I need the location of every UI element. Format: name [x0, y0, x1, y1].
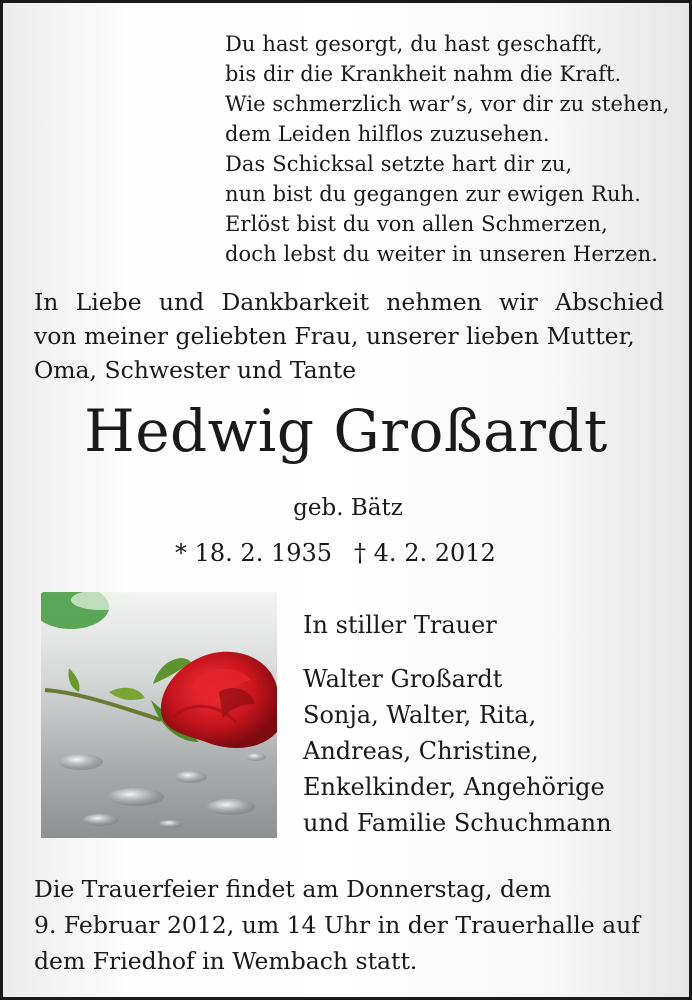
mourners-block [303, 607, 612, 841]
death-date: † 4. 2. 2012 [354, 539, 496, 567]
mourner-line: Enkelkinder, Angehörige [303, 773, 605, 801]
poem-line: Du hast gesorgt, du hast geschafft, [225, 32, 603, 56]
birth-date: * 18. 2. 1935 [175, 539, 333, 567]
farewell-line: von meiner geliebten Frau, unserer lieben Mutter, [34, 322, 635, 350]
mourner-line: und Familie Schuchmann [303, 809, 612, 837]
deceased-name: Hedwig Großardt [84, 397, 608, 465]
poem-line: doch lebst du weiter in unseren Herzen. [225, 242, 659, 266]
farewell-word: nehmen [386, 288, 482, 316]
rose-photo [41, 592, 277, 838]
poem-line: Wie schmerzlich war’s, vor dir zu stehen, [225, 92, 670, 116]
funeral-line: Die Trauerfeier findet am Donnerstag, dem [34, 875, 552, 903]
maiden-name: geb. Bätz [293, 495, 403, 521]
poem-line: dem Leiden hilflos zuzusehen. [225, 122, 550, 146]
farewell-text [34, 285, 664, 387]
farewell-word: Abschied [555, 288, 664, 316]
farewell-line [34, 285, 664, 319]
mourner-line: Sonja, Walter, Rita, [303, 701, 537, 729]
poem-line: Erlöst bist du von allen Schmerzen, [225, 212, 608, 236]
funeral-line: 9. Februar 2012, um 14 Uhr in der Trauerhalle auf [34, 911, 640, 939]
life-dates [175, 536, 496, 570]
farewell-word: In [34, 288, 59, 316]
farewell-word: und [158, 288, 205, 316]
poem-line: bis dir die Krankheit nahm die Kraft. [225, 62, 622, 86]
funeral-announcement [34, 871, 640, 979]
mourner-line: Walter Großardt [303, 665, 503, 693]
farewell-word: wir [499, 288, 538, 316]
funeral-line: dem Friedhof in Wembach statt. [34, 947, 418, 975]
farewell-word: Dankbarkeit [221, 288, 370, 316]
farewell-word: Liebe [75, 288, 142, 316]
mourner-line: Andreas, Christine, [303, 737, 539, 765]
memorial-poem [225, 29, 670, 269]
farewell-line: Oma, Schwester und Tante [34, 356, 357, 384]
poem-line: Das Schicksal setzte hart dir zu, [225, 152, 573, 176]
poem-line: nun bist du gegangen zur ewigen Ruh. [225, 182, 642, 206]
mourning-heading: In stiller Trauer [303, 611, 497, 639]
